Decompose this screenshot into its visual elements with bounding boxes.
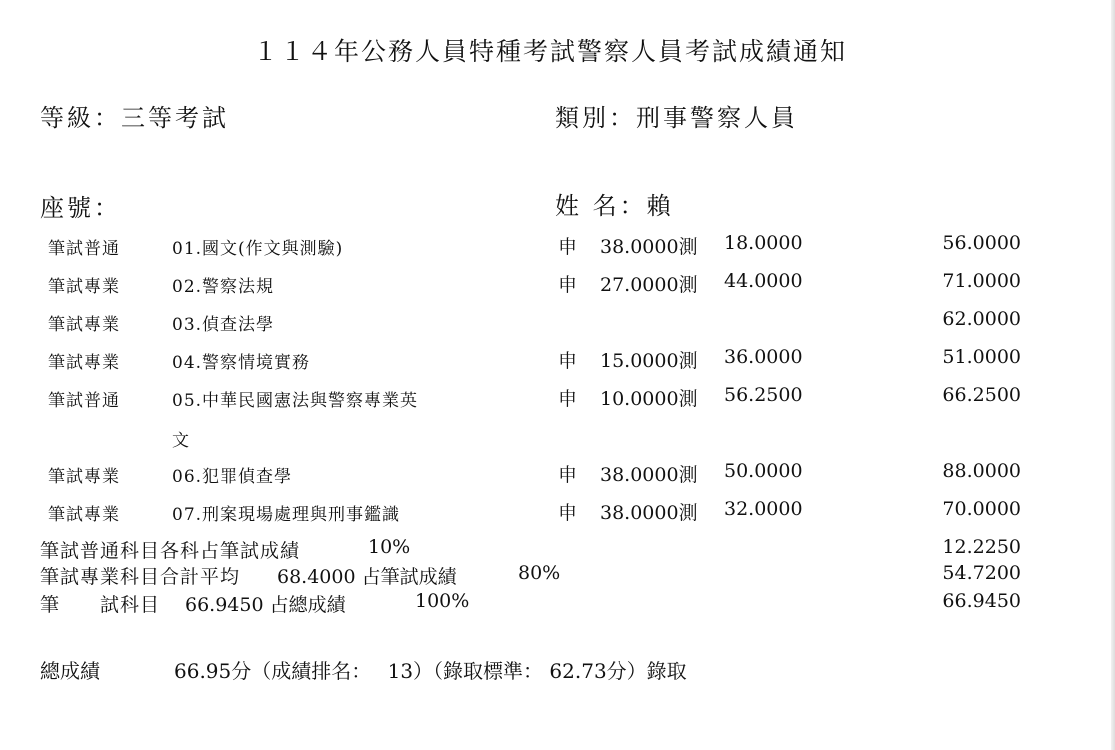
summary-label: 筆試專業科目合計平均: [40, 566, 241, 588]
subject-flag: 申: [558, 350, 578, 372]
summary-label: 筆試普通科目各科占筆試成績: [40, 540, 301, 562]
subject-category: 筆試普通: [48, 391, 120, 411]
subject-flag: 申: [558, 236, 578, 258]
score-part-1: 38.0000測: [600, 502, 698, 524]
summary-total: 66.9450: [942, 590, 1021, 612]
subject-flag: 申: [558, 464, 578, 486]
subject-name: 07.刑案現場處理與刑事鑑識: [172, 505, 401, 525]
page-edge-shadow: [1111, 0, 1115, 750]
summary-row: [0, 562, 1115, 586]
page-title: １１４年公務人員特種考試警察人員考試成績通知: [252, 37, 847, 66]
subject-row: [0, 308, 1115, 336]
subject-total: 56.0000: [942, 232, 1021, 254]
subject-flag: 申: [558, 502, 578, 524]
summary-percent: 80%: [518, 562, 561, 584]
subject-total: 70.0000: [942, 498, 1021, 520]
subject-total: 71.0000: [942, 270, 1021, 292]
score-part-1: 27.0000測: [600, 274, 698, 296]
summary-value: 68.4000 占筆試成績: [277, 566, 457, 588]
summary-label: 筆 試科目: [40, 594, 161, 616]
subject-name: 04.警察情境實務: [172, 353, 311, 373]
exam-level: 等級：三等考試: [40, 104, 229, 132]
subject-row: [0, 460, 1115, 488]
seat-number: 座號：: [40, 194, 121, 222]
subject-flag: 申: [558, 274, 578, 296]
subject-row: [0, 346, 1115, 374]
score-part-2: 32.0000: [724, 498, 803, 520]
score-part-1: 15.0000測: [600, 350, 698, 372]
subject-total: 88.0000: [942, 460, 1021, 482]
score-part-2: 18.0000: [724, 232, 803, 254]
subject-category: 筆試普通: [48, 239, 120, 259]
summary-total: 54.7200: [942, 562, 1021, 584]
summary-percent: 100%: [415, 590, 470, 612]
score-part-1: 38.0000測: [600, 236, 698, 258]
summary-row: [0, 590, 1115, 614]
subject-total: 66.2500: [942, 384, 1021, 406]
subject-total: 51.0000: [942, 346, 1021, 368]
subject-total: 62.0000: [942, 308, 1021, 330]
subject-name: 03.偵查法學: [172, 315, 275, 335]
subject-row: [0, 498, 1115, 526]
subject-name: 06.犯罪偵查學: [172, 467, 293, 487]
summary-percent: 10%: [368, 536, 411, 558]
summary-row: [0, 536, 1115, 560]
subject-flag: 申: [558, 388, 578, 410]
subject-name: 02.警察法規: [172, 277, 275, 297]
subject-category: 筆試專業: [48, 315, 120, 335]
final-score-label: 總成績: [40, 659, 100, 683]
subject-category: 筆試專業: [48, 505, 120, 525]
score-part-2: 56.2500: [724, 384, 803, 406]
subject-category: 筆試專業: [48, 467, 120, 487]
candidate-name: 姓 名：賴: [555, 192, 674, 220]
subject-name: 01.國文(作文與測驗): [172, 239, 344, 259]
subject-name: 文: [172, 431, 190, 451]
score-part-2: 36.0000: [724, 346, 803, 368]
subject-row: [0, 384, 1115, 412]
exam-category: 類別：刑事警察人員: [555, 104, 798, 132]
subject-category: 筆試專業: [48, 277, 120, 297]
subject-category: 筆試專業: [48, 353, 120, 373]
subject-row: [0, 232, 1115, 260]
score-part-1: 10.0000測: [600, 388, 698, 410]
score-part-2: 44.0000: [724, 270, 803, 292]
summary-total: 12.2250: [942, 536, 1021, 558]
subject-row: [0, 424, 1115, 452]
subject-name: 05.中華民國憲法與警察專業英: [172, 391, 419, 411]
final-score-text: 66.95分（成績排名： 13）（錄取標準： 62.73分）錄取: [174, 659, 687, 683]
score-part-2: 50.0000: [724, 460, 803, 482]
subject-row: [0, 270, 1115, 298]
score-part-1: 38.0000測: [600, 464, 698, 486]
summary-value: 66.9450 占總成績: [185, 594, 346, 616]
